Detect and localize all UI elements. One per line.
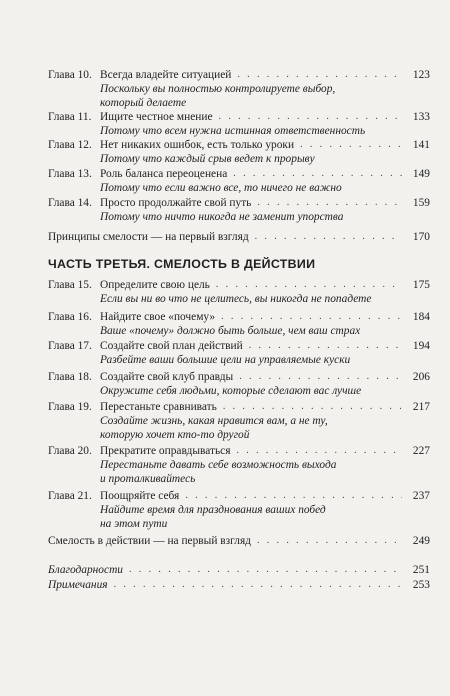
page-number: 170 [412, 231, 430, 243]
chapter-subtitle: Потому что ничто никогда не заменит упорства [100, 211, 344, 223]
chapter-title: Нет никаких ошибок, есть только уроки [100, 139, 295, 151]
chapter-number: Глава 14. [48, 197, 92, 209]
chapter-number: Глава 20. [48, 445, 92, 457]
dot-leader [257, 196, 402, 210]
dot-leader [233, 167, 402, 181]
chapter-subtitle: Если вы ни во что не целитесь, вы никогда не попадете [100, 293, 372, 305]
dot-leader [255, 230, 402, 244]
chapter-title: Просто продолжайте свой путь [100, 197, 252, 209]
chapter-subtitle: Окружите себя людьми, которые сделают вас лучше [100, 385, 362, 397]
dot-leader [129, 563, 402, 577]
chapter-subtitle: Потому что каждый срыв ведет к прорыву [100, 153, 315, 165]
chapter-number: Глава 19. [48, 401, 92, 413]
dot-leader [239, 370, 402, 384]
chapter-number: Глава 18. [48, 371, 92, 383]
page-number: 217 [412, 401, 430, 413]
chapter-subtitle: на этом пути [100, 518, 168, 530]
page-number: 149 [412, 168, 430, 180]
page-number: 237 [412, 490, 430, 502]
dot-leader [237, 68, 402, 82]
page-number: 184 [412, 311, 430, 323]
dot-leader [236, 444, 402, 458]
chapter-number: Глава 15. [48, 279, 92, 291]
page-number: 133 [412, 111, 430, 123]
chapter-number: Глава 10. [48, 69, 92, 81]
page-number: 175 [412, 279, 430, 291]
section-title: Смелость в действии — на первый взгляд [48, 535, 251, 547]
chapter-subtitle: Создайте жизнь, какая нравится вам, а не ту, [100, 415, 328, 427]
chapter-title: Ищите честное мнение [100, 111, 213, 123]
chapter-number: Глава 16. [48, 311, 92, 323]
chapter-title: Роль баланса переоценена [100, 168, 228, 180]
section-title: Благодарности [48, 564, 123, 576]
section-title: Примечания [48, 579, 108, 591]
page-number: 251 [412, 564, 430, 576]
dot-leader [249, 339, 402, 353]
part-heading: ЧАСТЬ ТРЕТЬЯ. СМЕЛОСТЬ В ДЕЙСТВИИ [48, 257, 316, 271]
page-number: 141 [412, 139, 430, 151]
chapter-subtitle: Поскольку вы полностью контролируете выбор, [100, 83, 336, 95]
dot-leader [257, 534, 402, 548]
chapter-subtitle: Перестаньте давать себе возможность выхода [100, 459, 337, 471]
dot-leader [300, 138, 402, 152]
chapter-subtitle: Потому что всем нужна истинная ответственность [100, 125, 366, 137]
chapter-title: Перестаньте сравнивать [100, 401, 217, 413]
page-number: 159 [412, 197, 430, 209]
chapter-subtitle: и проталкивайтесь [100, 473, 196, 485]
chapter-title: Всегда владейте ситуацией [100, 69, 232, 81]
chapter-number: Глава 17. [48, 340, 92, 352]
dot-leader [114, 578, 402, 592]
chapter-number: Глава 13. [48, 168, 92, 180]
page-number: 123 [412, 69, 430, 81]
chapter-title: Создайте свой клуб правды [100, 371, 234, 383]
chapter-subtitle: Найдите время для празднования ваших побед [100, 504, 326, 516]
section-title: Принципы смелости — на первый взгляд [48, 231, 249, 243]
page-number: 206 [412, 371, 430, 383]
dot-leader [221, 310, 402, 324]
chapter-subtitle: который делаете [100, 97, 187, 109]
page-number: 253 [412, 579, 430, 591]
dot-leader [216, 278, 402, 292]
chapter-subtitle: которую хочет кто-то другой [100, 429, 250, 441]
chapter-title: Создайте свой план действий [100, 340, 243, 352]
dot-leader [185, 489, 402, 503]
page-number: 227 [412, 445, 430, 457]
chapter-number: Глава 12. [48, 139, 92, 151]
chapter-number: Глава 11. [48, 111, 92, 123]
chapter-title: Найдите свое «почему» [100, 311, 216, 323]
dot-leader [219, 110, 402, 124]
chapter-subtitle: Разбейте ваши большие цели на управляемые куски [100, 354, 351, 366]
page-number: 194 [412, 340, 430, 352]
chapter-title: Прекратите оправдываться [100, 445, 231, 457]
chapter-subtitle: Потому что если важно все, то ничего не важно [100, 182, 342, 194]
chapter-subtitle: Ваше «почему» должно быть больше, чем ваш страх [100, 325, 361, 337]
chapter-title: Поощряйте себя [100, 490, 180, 502]
page-number: 249 [412, 535, 430, 547]
dot-leader [223, 400, 402, 414]
chapter-title: Определите свою цель [100, 279, 210, 291]
chapter-number: Глава 21. [48, 490, 92, 502]
